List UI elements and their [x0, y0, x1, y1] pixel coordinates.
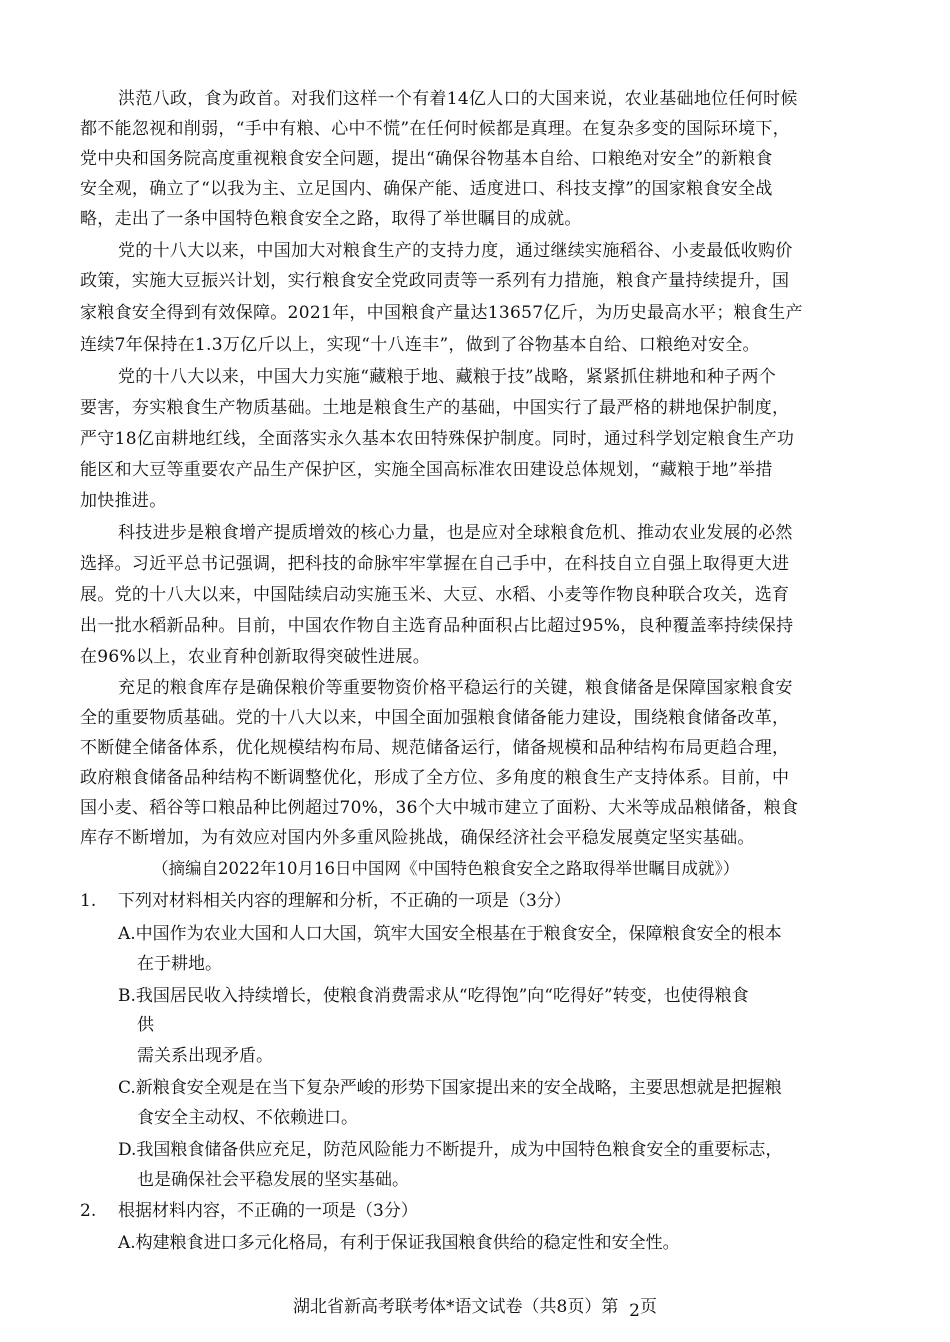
question-stem: 根据材料内容，不正确的一项是（3分） — [118, 1201, 418, 1221]
text-line: 选择。习近平总书记强调，把科技的命脉牢牢掌握在自己手中，在科技自立自强上取得更大进 — [80, 554, 790, 574]
option-line: 供 — [137, 1015, 154, 1035]
option-line: 食安全主动权、不依赖进口。 — [137, 1108, 358, 1128]
source-citation: （摘编自2022年10月16日中国网《中国特色粮食安全之路取得举世瞩目成就》） — [152, 859, 740, 878]
text-line: 要害，夯实粮食生产物质基础。土地是粮食生产的基础，中国实行了最严格的耕地保护制度， — [80, 398, 790, 418]
page-number: 2 — [629, 1301, 640, 1321]
text-line: 政策，实施大豆振兴计划，实行粮食安全党政同责等一系列有力措施，粮食产量持续提升，国 — [80, 271, 790, 291]
text-line: 加快推进。 — [80, 491, 167, 511]
text-line: 库存不断增加，为有效应对国内外多重风险挑战，确保经济社会平稳发展奠定坚实基础。 — [80, 828, 755, 848]
option-line: D.我国粮食储备供应充足，防范风险能力不断提升，成为中国特色粮食安全的重要标志， — [118, 1140, 783, 1160]
text-line: 连续7年保持在1.3万亿斤以上，实现“十八连丰”，做到了谷物基本自给、口粮绝对安全。 — [80, 335, 760, 355]
text-line: 家粮食安全得到有效保障。2021年，中国粮食产量达13657亿斤，为历史最高水平；粮食生产 — [80, 303, 803, 323]
question-number: 1. — [80, 891, 97, 911]
text-line: 能区和大豆等重要农产品生产保护区，实施全国高标准农田建设总体规划，“藏粮于地”举措 — [80, 460, 773, 480]
footer-suffix: 页 — [639, 1297, 657, 1317]
text-line: 在96%以上，农业育种创新取得突破性进展。 — [80, 647, 431, 667]
text-line: 全的重要物质基础。党的十八大以来，中国全面加强粮食储备能力建设，围绕粮食储备改革， — [80, 708, 790, 728]
option-line: 在于耕地。 — [137, 954, 222, 974]
footer-text: 湖北省新高考联考体*语文试卷（共8页）第 — [293, 1297, 619, 1317]
option-line: 也是确保社会平稳发展的坚实基础。 — [137, 1170, 409, 1190]
page-footer — [0, 1296, 950, 1321]
question-stem: 下列对材料相关内容的理解和分析，不正确的一项是（3分） — [118, 891, 571, 911]
text-line: 安全观，确立了“以我为主、立足国内、确保产能、适度进口、科技支撑”的国家粮食安全战 — [80, 179, 773, 199]
text-line: 党的十八大以来，中国大力实施“藏粮于地、藏粮于技”战略，紧紧抓住耕地和种子两个 — [118, 367, 777, 387]
option-line: B.我国居民收入持续增长，使粮食消费需求从“吃得饱”向“吃得好”转变，也使得粮食 — [118, 986, 749, 1006]
text-line: 不断健全储备体系，优化规模结构布局、规范储备运行，储备规模和品种结构布局更趋合理， — [80, 738, 790, 758]
text-line: 略，走出了一条中国特色粮食安全之路，取得了举世瞩目的成就。 — [80, 209, 582, 229]
option-line: A.构建粮食进口多元化格局，有利于保证我国粮食供给的稳定性和安全性。 — [118, 1233, 680, 1253]
option-line: C.新粮食安全观是在当下复杂严峻的形势下国家提出来的安全战略，主要思想就是把握粮 — [118, 1078, 782, 1098]
text-line: 出一批水稻新品种。目前，中国农作物自主选育品种面积占比超过95%，良种覆盖率持续保持 — [80, 616, 794, 636]
text-line: 党的十八大以来，中国加大对粮食生产的支持力度，通过继续实施稻谷、小麦最低收购价 — [118, 241, 793, 261]
text-line: 严守18亿亩耕地红线，全面落实永久基本农田特殊保护制度。同时，通过科学划定粮食生产功 — [80, 429, 795, 449]
text-line: 国小麦、稻谷等口粮品种比例超过70%，36个大中城市建立了面粉、大米等成品粮储备，粮食 — [80, 798, 799, 818]
text-line: 科技进步是粮食增产提质增效的核心力量，也是应对全球粮食危机、推动农业发展的必然 — [118, 523, 793, 543]
text-line: 充足的粮食库存是确保粮价等重要物资价格平稳运行的关键，粮食储备是保障国家粮食安 — [118, 678, 793, 698]
text-line: 展。党的十八大以来，中国陆续启动实施玉米、大豆、水稻、小麦等作物良种联合攻关，选育 — [80, 585, 790, 605]
option-line: A.中国作为农业大国和人口大国，筑牢大国安全根基在于粮食安全，保障粮食安全的根本 — [118, 924, 782, 944]
text-line: 党中央和国务院高度重视粮食安全问题，提出“确保谷物基本自给、口粮绝对安全”的新粮食 — [80, 149, 773, 169]
text-line: 洪范八政，食为政首。对我们这样一个有着14亿人口的大国来说，农业基础地位任何时候 — [118, 89, 798, 109]
question-number: 2. — [80, 1201, 97, 1221]
option-line: 需关系出现矛盾。 — [137, 1046, 273, 1066]
text-line: 政府粮食储备品种结构不断调整优化，形成了全方位、多角度的粮食生产支持体系。目前，中 — [80, 768, 790, 788]
text-line: 都不能忽视和削弱，“手中有粮、心中不慌”在任何时候都是真理。在复杂多变的国际环境下， — [80, 119, 790, 139]
